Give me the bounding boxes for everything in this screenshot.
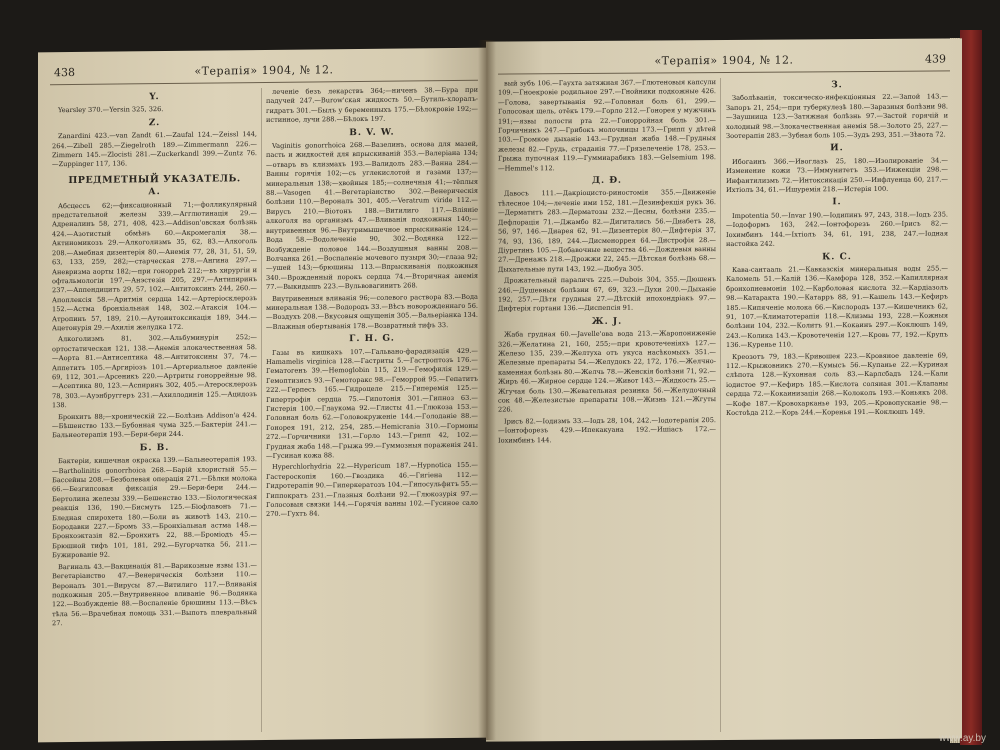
index-letter-heading: Z. xyxy=(148,117,161,129)
index-entry: Бронхитъ 88;—хроническій 22.—Болѣзнь Addison'a 424.—Бѣшенство 133.—Бубонная чума 325.—Бактеріи 241.—Бальнеотерапія 193.—Бери-бери 244. xyxy=(52,410,257,440)
index-letter-heading: К. С. xyxy=(822,251,852,262)
index-entry: Газы въ кишкахъ 107.—Гальвано-фарадизація 429.—Hamamelis virginica 128.—Гастриты 5.—Гастроптозъ 176.—Гематогенъ 39.—Hemoglobin 115, 219.—Гемофилія 129.—Гемоптизисъ 93.—Гемоторакс 98.—Геморрой 95.—Гепатитъ 222.—Герпесъ 165.—Гидроцеле 215.—Гиперемія 125.—Гипертрофія сердца 75.—Гипотонія 301.—Гипноз 63.—Гистерія 100.—Глаукома 92.—Глисты 41.—Глюкоза 153.—Головная боль 62.—Головокруженіе 144.—Голоданіе 88.—Гонорея 191, 212, 254, 285.—Hemicrania 310.—Гормоны 272.—Горчичники 131.—Горло 143.—Грипп 42, 102.—Грудная жаба 148.—Грыжа 99.—Гуммозныя пораженія 241.—Гусиная кожа 88. xyxy=(266,346,478,461)
index-letter-heading: Б. В. xyxy=(139,442,170,454)
index-entry: Алкоголизмъ 81, 302.—Альбуминурія 252;—ортостатическая 121, 138.—Анемія злокачественная 58.—Аорта 81.—Антисептика 48.—Антитоксины 37, 74.—Аппетитъ 105.—Аргиріозъ 101.—Артериальное давленіе 69, 112, 301.—Арсеникъ 220.—Артриты гоноррейные 98.—Асептика 80, 123.—Аспиринъ 302, 405.—Атеросклерозъ 78, 303.—Ауэнбруггеръ 231.—Ахиллодинія 125.—Ацидозъ 138. xyxy=(52,333,257,410)
index-entry: Hyperchlorhydria 22.—Hypericum 187.—Hypnotica 155.—Гастероскопія 160.—Гвоздика 46.—Гигіена 112.—Гидротерапія 90.—Гиперкератозъ 104.—Гипосульфитъ 55.—Гиппократъ 231.—Глазныя болѣзни 92.—Глюкозурія 97.—Голосовыя связки 144.—Горячія ванны 102.—Гусиное сало 270.—Гухтъ 84. xyxy=(266,461,478,519)
index-entry: Дрожательный параличъ 225.—Dubois 304, 355.—Дюшенъ 246.—Душевныя болѣзни 67, 69, 323.—Духи 200.—Дыханіе 192, 257.—Дѣти грудныя 27.—Дѣтскій ипохондріакъ 97.—Дифтерія гортани 136.—Диспепсія 91. xyxy=(498,275,716,313)
book-cover xyxy=(960,30,982,745)
right-column-2 xyxy=(726,76,948,732)
left-column-1 xyxy=(52,88,262,734)
index-entry: Внутривенныя вливанія 96;—солевого раствора 83.—Вода минеральная 138.—Водородъ 33.—Вѣсъ новорожденнаго 56.—Воздухъ 208.—Вкусовыя ощущенія 305.—Вальеріанка 134.—Влажныя обертыванія 178.—Возвратный тифъ 33. xyxy=(266,292,478,331)
index-entry: Zanardini 423.—van Zandt 61.—Zaufal 124.—Zeissl 144, 264.—Zibell 285.—Ziegelroth 189.—Zimmermann 226.—Zimmern 145.—Zlocisti 281.—Zuckerkandl 399.—Zuntz 76.—Zuppinger 117, 136. xyxy=(52,130,257,169)
left-column-2 xyxy=(266,86,478,732)
right-column-1 xyxy=(498,78,721,734)
left-page xyxy=(38,48,490,743)
index-letter-heading: Y. xyxy=(149,92,160,103)
index-entry: Vaginitis gonorrhoica 268.—Вазелинъ, основа для мазей, пасть и жидкостей для впрыскиваній 353.—Валеріана 134;—отваръ въ клизмахъ 193.—Валидолъ 283.—Ванна 284.—Ванны горячія 102;—съ углекислотой и газами 137;—минеральныя 138;—хвойныя 185;—солнечныя 41;—тёплыя 88.—Vasogen 41.—Вегетаріанство 302.—Венерическія болѣзни 110.—Вероналъ 301, 405.—Veratrum viride 112.—Вирусъ 210.—Віотонъ 188.—Витилиго 117.—Вліяніе алкоголя на организмъ 47.—Вливанія подкожныя 140;—внутривенныя 96.—Внутримышечное впрыскиваніе 124.—Вода 58.—Водолеченіе 90, 302.—Водянка 122.—Возбужденіе половое 144.—Воздушныя ванны 208.—Волчанка 261.—Воспаленіе мочевого пузыря 30;—глаза 92;—ушей 143;—брюшины 113.—Впрыскиванія подкожныя 340.—Врожденный порокъ сердца 74.—Вторичная анемія 77.—Выкидышъ 223.—Вульвовагинитъ 268. xyxy=(266,139,478,292)
index-title: ПРЕДМЕТНЫЙ УКАЗАТЕЛЬ. xyxy=(68,173,241,186)
index-entry: Ірисъ 82.—Іодизмъ 33.—Іодъ 28, 104, 242.—Іодотерапія 205.—Іонтофорезъ 429.—Ипекакуана 192.—Ишіасъ 172.—Іохимбинъ 144. xyxy=(498,415,716,445)
index-letter-heading: I. xyxy=(832,197,842,208)
right-page-header xyxy=(498,48,950,74)
book-gutter xyxy=(478,40,496,740)
index-letter-heading: З. xyxy=(831,80,843,91)
left-page-number: 438 xyxy=(54,65,75,80)
index-letter-heading: Д. Ð. xyxy=(592,175,622,186)
index-letter-heading: Г. Н. G. xyxy=(349,333,395,345)
index-entry: Ибогаинъ 366.—Ивоглазъ 25, 180.—Изолированіе 34.—Изменение кожи 73.—Иммунитетъ 353.—Инжекціи 298.—Инфантилизмъ 72.—Интоксикація 250.—Инфлуенца 60, 217.—Ихтіолъ 34, 61.—Ишуремія 218.—Истерія 100. xyxy=(726,156,948,195)
right-page-number: 439 xyxy=(925,52,946,66)
index-letter-heading: А. xyxy=(148,187,161,198)
index-entry: Бактеріи, кишечная окраска 139.—Бальнеотерапія 193.—Bartholinitis gonorrhoica 268.—Барій хлористый 55.—Бассейны 208.—Безболевая операція 271.—Бѣлки молока 66.—Безгипсовая фиксація 29.—Бери-бери 244.—Бертолина железы 339.—Бешенство 133.—Біологическая реакція 136, 190.—Бисмутъ 125.—Біофлавонъ 71.—Бледная спирохета 180.—Боли въ животѣ 143, 210.—Бородавки 227.—Бромъ 33.—Бронхіальная астма 148.—Бронхоэктазія 82.—Бронхитъ 22, 88.—Броміодъ 45.—Брюшной тифъ 101, 181, 292.—Бугорчатка 56, 211.—Бужированіе 92. xyxy=(52,455,257,560)
left-page-header xyxy=(50,58,478,85)
index-letter-heading: Ж. Ј. xyxy=(591,316,623,327)
index-entry: Кава-сантааль 21.—Кавказскія минеральныя воды 255.—Каломель 51.—Калій 136.—Камфора 128, 352.—Капиллярная бронхопневмонія 102.—Карболовая кислота 32.—Кардіазолъ 98.—Катаракта 190.—Катарръ 88, 91.—Кашель 143.—Кефиръ 185.—Кипяченіе молока 66.—Кислородъ 137.—Кишечникъ 62, 91, 107.—Климатотерапія 118.—Клизмы 193, 228.—Кожныя болѣзни 104, 232.—Колитъ 91.—Кокаинъ 297.—Коклюшъ 149, 243.—Колика 143.—Кровотеченія 127.—Кровь 77, 192.—Крупъ 136.—Куренье 110. xyxy=(726,264,948,350)
index-letter-heading: И. xyxy=(830,143,844,154)
index-entry: вый зубъ 106.—Гаухта затяжная 367.—Глютеновыя капсули 109.—Гноекровіе родильное 297.—Гнойники подкожные 426.—Голова, завертыванія 92.—Головная боль 61, 299.—Голосовая щель, отёкъ 179.—Горло 212.—Гонорея у мужчинъ 191;—язвы полости рта 22.—Гонорройная боль 301.—Горчичникъ 247.—Грибокъ молочницы 173.—Грипп у дѣтей 103.—Громкое дыханіе 143.—Грудная жаба 148.—Грудныя железы 82.—Грудь, страданія 77.—Грязелеченіе 178, 253.—Грыжа пупочная 119.—Гуммиарабикъ 183.—Gelsemium 198.—Hemmel's 112. xyxy=(498,78,716,173)
index-entry: Вагиналь 43.—Вакцинація 81.—Варикозные язвы 131.—Вегетаріанство 47.—Венерическія болѣзни 110.—Вероналъ 301.—Вирусы 87.—Витилиго 117.—Вливанія подкожныя 205.—Внутривенное вливаніе 96.—Водянка 122.—Возбужденіе 88.—Воспаленіе брюшины 113.—Вѣсъ тѣла 56.—Врачебная помощь 331.—Выпотъ плевральный 27. xyxy=(52,560,257,628)
index-entry: Заболѣванія, токсическо-инфекціонныя 22.—Запой 143.—Запоръ 21, 254;—при туберкулезѣ 180.—Заразныя болѣзни 98.—Заушница 123.—Затяжная болѣзнь 97.—Застой горячій и холодный 98.—Злокачественная анемія 58.—Золото 25, 227.—Зоотерапія 283.—Зубная боль 105.—Зудъ 293, 351.—Зѣвота 72. xyxy=(726,92,948,141)
watermark: www.ay.by xyxy=(938,733,986,744)
right-page xyxy=(486,38,962,741)
right-running-title: «Терапія» 1904, № 12. xyxy=(654,53,794,68)
index-entry: Жаба грудная 60.—Javelle'ова вода 213.—Жаропониженіе 326.—Желатина 21, 160, 255;—при кровотеченіяхъ 127.—Железо 135, 239.—Желтуха отъ укуса насѣкомыхъ 351.—Железные препараты 54.—Желудокъ 22, 172, 176.—Желчно-каменная болѣзнь 80.—Желчь 78.—Женскія болѣзни 71, 92.—Жиръ 46.—Жирное сердце 124.—Живот 143.—Жидкость 25.—Жгучая боль 130.—Жевательная резинка 56.—Желудочный сок 48.—Железистые препараты 108.—Жизнь 121.—Жгуты 226. xyxy=(498,329,716,414)
index-entry: Yearsley 370.—Yersin 325, 326. xyxy=(58,105,164,115)
index-letter-heading: B. V. W. xyxy=(349,127,395,138)
left-running-title: «Терапія» 1904, № 12. xyxy=(194,63,334,78)
index-entry: леченіе безъ лекарствъ 364;—ниченъ 38.—Бура при падучей 247.—Burow'ская жидкость 50.—Бутиль-хлоралъ-гидратъ 301.—Былъ у беременныхъ 175.—Бѣлокровіе 192;—истинное, лучи 288.—Бѣлокъ 197. xyxy=(266,85,478,125)
index-entry: Креозотъ 79, 183.—Кривошея 223.—Кровяное давленіе 69, 112.—Крыжовникъ 270.—Кумысъ 56.—Купанье 22.—Куриная слѣпота 128.—Кухонная соль 83.—Карлсбадъ 124.—Кали іодистое 97.—Кефиръ 185.—Кислота соляная 301.—Клапаны сердца 72.—Кокаинизація 268.—Колоколъ 193.—Коньякъ 208.—Кофе 187.—Кровохарканье 193, 205.—Кровопусканіе 98.—Костоѣда 212.—Корь 244.—Коренья 191.—Коклюшъ 149. xyxy=(726,350,948,417)
index-entry: Давосъ 111.—Дакріоцисто-риностомія 355.—Движеніе тѣлесное 104;—леченіе ими 152, 181.—Дезинфекція рукъ 36.—Дерматитъ 283.—Дерматозы 232.—Десны, болѣзни 235.—Дефлорація 71.—Джамбо 82.—Дигиталисъ 56.—Диабетъ 28, 56, 97, 146.—Диарея 62, 91.—Дизентерія 80.—Дифтерія 37, 74, 93, 136, 189, 244.—Дисменоррея 64.—Дистрофія 28.—Діуретинъ 105.—Добавочные вещества 46.—Дождевыя ванны 27.—Дренажъ 218.—Дрожжи 22, 245.—Дѣтская болѣзнь 68.—Дыхательные пути 143, 192.—Дюбуа 305. xyxy=(498,188,716,274)
index-entry: Абсцессъ 62;—фиксационный 71;—фолликулярный предстательной железы 339.—Агглютинація 29.—Адреналинъ 58, 271, 408, 423.—Addison'овская болѣзнь 424.—Азотистый обмѣнъ 60.—Акромегалія 38.—Актиномикозъ 29.—Алкоголизмъ 35, 62, 83.—Алкоголь 208.—Амебная дизентерія 80.—Анемія 77, 28, 31, 51, 59, 63, 133, 259, 282;—старческая 278.—Ангина 297.—Аневризма аорты 182;—при гонорреѣ 212;—въ хирургіи и офтальмологіи 197.—Анэстезія 205, 297.—Антипиринъ 237.—Аппендицитъ 29, 57, 102.—Антитоксинъ 244, 260.—Апоплексія 58.—Аритмія сердца 142.—Артеріосклерозъ 152.—Астма бронхіальная 148, 302.—Атаксія 104.—Атропинъ 57, 189, 210.—Аутоинтоксикація 189, 344.—Ацетонурія 29.—Ахилія желудка 172. xyxy=(52,199,257,333)
index-entry: Impotentia 50.—Invar 190.—Іодипинъ 97, 243, 318.—Іодъ 235.—Іодоформъ 163, 242.—Іонтофорезъ 260.—Ірисъ 82.—Іохимбинъ 144.—Іхтіолъ 34, 61, 191, 238, 247.—Іодная настойка 242. xyxy=(726,210,948,249)
